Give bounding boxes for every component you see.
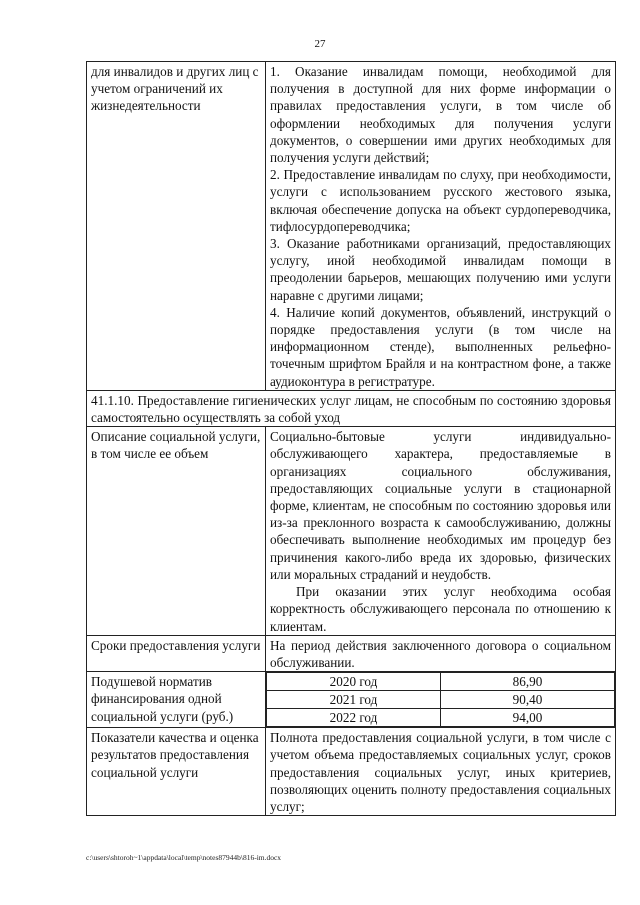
rate-year: 2020 год: [267, 673, 441, 691]
financing-rates-table: [266, 672, 615, 727]
rate-amount: 90,40: [441, 691, 615, 709]
table-row: [267, 709, 615, 727]
row-label-terms: Сроки предоставления услуги: [87, 635, 266, 671]
service-standard-table: [86, 61, 616, 816]
row-value-terms: На период действия заключенного договора о социальном обслуживании.: [266, 635, 616, 671]
row-label-financing: Подушевой норматив финансирования одной социальной услуги (руб.): [87, 672, 266, 728]
list-item: 1. Оказание инвалидам помощи, необходимой для получения в доступной для них форме информации о правилах предоставления услуги, в том числе об оформлении необходимых для получения услуги документов, о совершении ими других необходимых для получения услуги действий;: [270, 64, 611, 166]
table-row-section: [87, 390, 616, 426]
description-paragraph: Социально-бытовые услуги индивидуально-обслуживающего характера, предоставляемые в организациях социального обслуживания, предоставляющих социальные услуги в стационарной форме, клиентам, не способным по состоянию здоровья или из-за преклонного возраста к самообслуживанию, должны обеспечивать выполнение необходимых им процедур без причинения какого-либо вреда их здоровью, физических или моральных страданий и неудобств.: [270, 429, 611, 582]
rate-year: 2022 год: [267, 709, 441, 727]
row-label-description: Описание социальной услуги, в том числе ее объем: [87, 427, 266, 635]
row-value-description: [266, 427, 616, 635]
row-value-disability: [266, 62, 616, 391]
list-item: 3. Оказание работниками организаций, предоставляющих услугу, иной необходимой инвалидам помощи в преодолении барьеров, мешающих получению ими услуги наравне с другими лицами;: [270, 236, 611, 303]
description-paragraph: При оказании этих услуг необходима особая корректность обслуживающего персонала по отношению к клиентам.: [270, 584, 611, 634]
row-label-quality: Показатели качества и оценка результатов предоставления социальной услуги: [87, 728, 266, 816]
row-value-quality: Полнота предоставления социальной услуги, в том числе с учетом объема предоставляемых социальных услуг, сроков предоставления социальных услуг, иных критериев, позволяющих оценить полноту предоставления социальных услуг;: [266, 728, 616, 816]
table-row: [267, 691, 615, 709]
table-row: [267, 673, 615, 691]
section-heading: 41.1.10. Предоставление гигиенических услуг лицам, не способным по состоянию здоровья самостоятельно осуществлять за собой уход: [87, 390, 616, 426]
table-row-quality: [87, 728, 616, 816]
row-value-financing: [266, 672, 616, 728]
footer-file-path: c:\users\shtoroh~1\appdata\local\temp\notes87944b\816-im.docx: [86, 853, 282, 862]
rate-amount: 86,90: [441, 673, 615, 691]
rate-year: 2021 год: [267, 691, 441, 709]
list-item: 4. Наличие копий документов, объявлений, инструкций о порядке предоставления услуги (в том числе на информационном стенде), выполненных рельефно-точечным шрифтом Брайля и на контрастном фоне, а также аудиоконтура в регистратуре.: [270, 304, 611, 389]
page-number: 27: [314, 38, 326, 50]
row-label-disability: для инвалидов и других лиц с учетом ограничений их жизнедеятельности: [87, 62, 266, 391]
list-item: 2. Предоставление инвалидам по слуху, при необходимости, услуги с использованием русского жестового языка, включая обеспечение допуска на объект сурдопереводчика, тифлосурдопереводчика;: [270, 167, 611, 234]
table-row-disability: [87, 62, 616, 391]
table-row-financing: [87, 672, 616, 728]
rate-amount: 94,00: [441, 709, 615, 727]
table-row-description: [87, 427, 616, 635]
table-row-terms: [87, 635, 616, 671]
